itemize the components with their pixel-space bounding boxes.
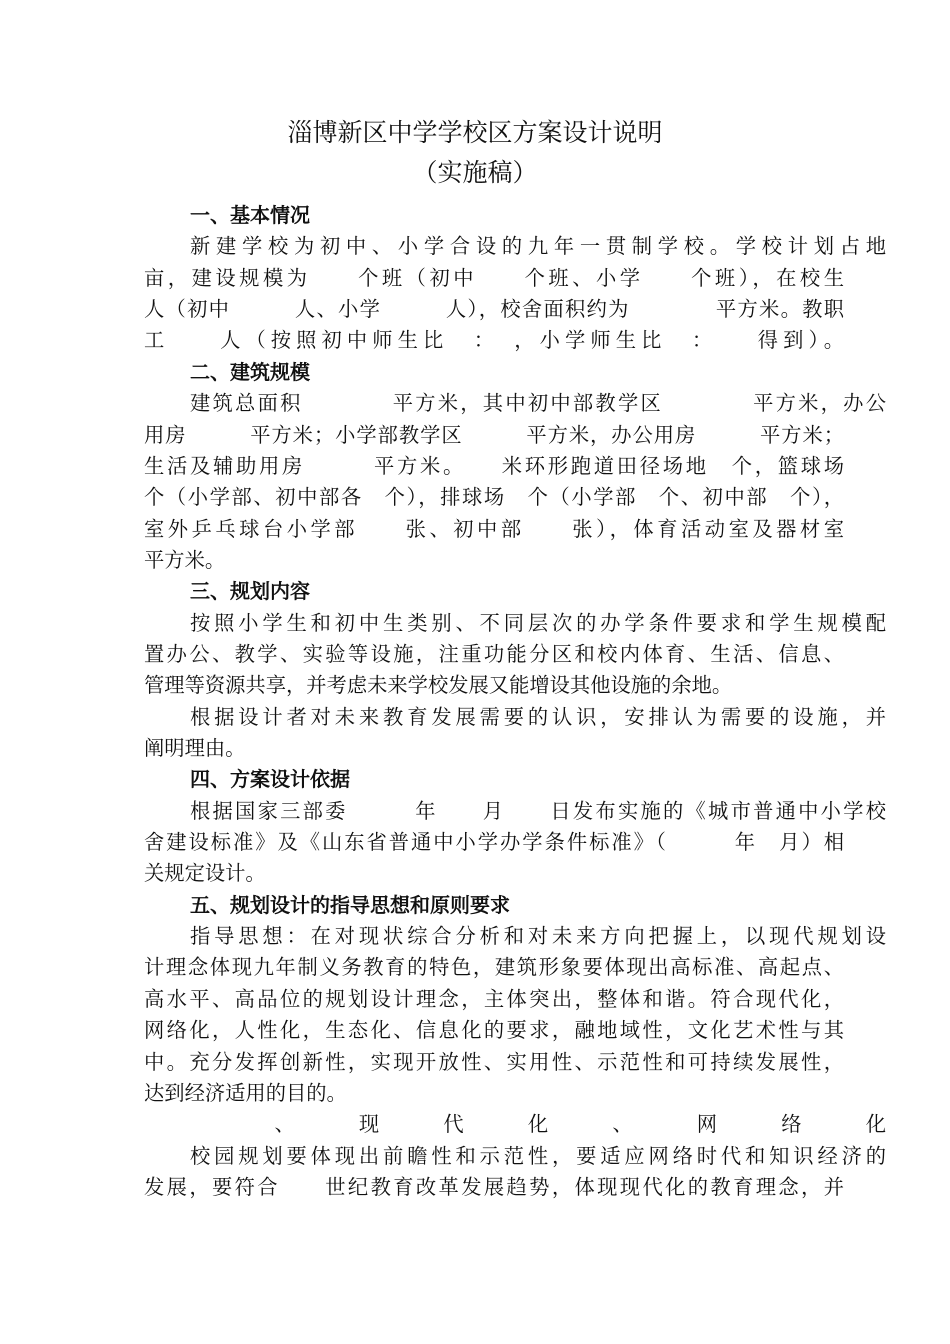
text-line: 工 人（按照初中师生比 ： ，小学师生比 ： 得到）。 [144, 328, 844, 353]
text-line: 舍建设标准》及《山东省普通中小学办学条件标准》（ 年 月）相 [144, 830, 844, 854]
text-line: 高水平、高品位的规划设计理念，主体突出，整体和谐。符合现代化， [144, 986, 844, 1011]
text-line: 人（初中 人、小学 人），校舍面积约为 平方米。教职 [144, 297, 844, 322]
text-line: 平方米。 [144, 547, 226, 572]
text-line: 建筑总面积 平方米，其中初中部教学区 平方米，办公 [190, 391, 886, 416]
section-heading: 二、建筑规模 [190, 359, 310, 384]
text-line: 、现代化、网络化 [190, 1112, 886, 1137]
document-subtitle: （实施稿） [412, 158, 538, 187]
text-line: 新建学校为初中、小学合设的九年一贯制学校。学校计划占地 [190, 234, 886, 259]
text-line: 室外乒乓球台小学部 张、初中部 张），体育活动室及器材室 [144, 516, 844, 541]
text-line: 管理等资源共享，并考虑未来学校发展又能增设其他设施的余地。 [144, 673, 733, 698]
text-line: 置办公、教学、实验等设施，注重功能分区和校内体育、生活、信息、 [144, 641, 844, 666]
text-line: 校园规划要体现出前瞻性和示范性，要适应网络时代和知识经济的 [190, 1143, 886, 1168]
text-line: 按照小学生和初中生类别、不同层次的办学条件要求和学生规模配 [190, 610, 886, 635]
text-line: 关规定设计。 [144, 861, 266, 886]
document-title: 淄博新区中学学校区方案设计说明 [287, 118, 663, 147]
text-line: 生活及辅助用房 平方米。 米环形跑道田径场地 个，篮球场 [144, 453, 844, 478]
text-line: 阐明理由。 [144, 736, 246, 760]
section-heading: 三、规划内容 [190, 579, 310, 604]
section-heading: 五、规划设计的指导思想和原则要求 [190, 892, 510, 917]
text-line: 亩，建设规模为 个班（初中 个班、小学 个班），在校生 [144, 265, 844, 290]
text-line: 达到经济适用的目的。 [144, 1080, 347, 1105]
text-line: 发展，要符合 世纪教育改革发展趋势，体现现代化的教育理念，并 [144, 1174, 844, 1199]
text-line: 网络化，人性化，生态化、信息化的要求，融地域性，文化艺术性与其 [144, 1018, 844, 1043]
text-line: 个（小学部、初中部各 个），排球场 个（小学部 个、初中部 个）， [144, 485, 844, 510]
text-line: 根据设计者对未来教育发展需要的认识，安排认为需要的设施，并 [190, 704, 886, 729]
text-line: 中。充分发挥创新性，实现开放性、实用性、示范性和可持续发展性， [144, 1049, 844, 1074]
section-heading: 四、方案设计依据 [190, 767, 350, 792]
section-heading: 一、基本情况 [190, 203, 310, 227]
text-line: 根据国家三部委 年 月 日发布实施的《城市普通中小学校 [190, 798, 886, 823]
text-line: 计理念体现九年制义务教育的特色，建筑形象要体现出高标准、高起点、 [144, 955, 844, 980]
text-line: 指导思想：在对现状综合分析和对未来方向把握上，以现代规划设 [190, 924, 886, 949]
text-line: 用房 平方米；小学部教学区 平方米，办公用房 平方米； [144, 422, 844, 447]
